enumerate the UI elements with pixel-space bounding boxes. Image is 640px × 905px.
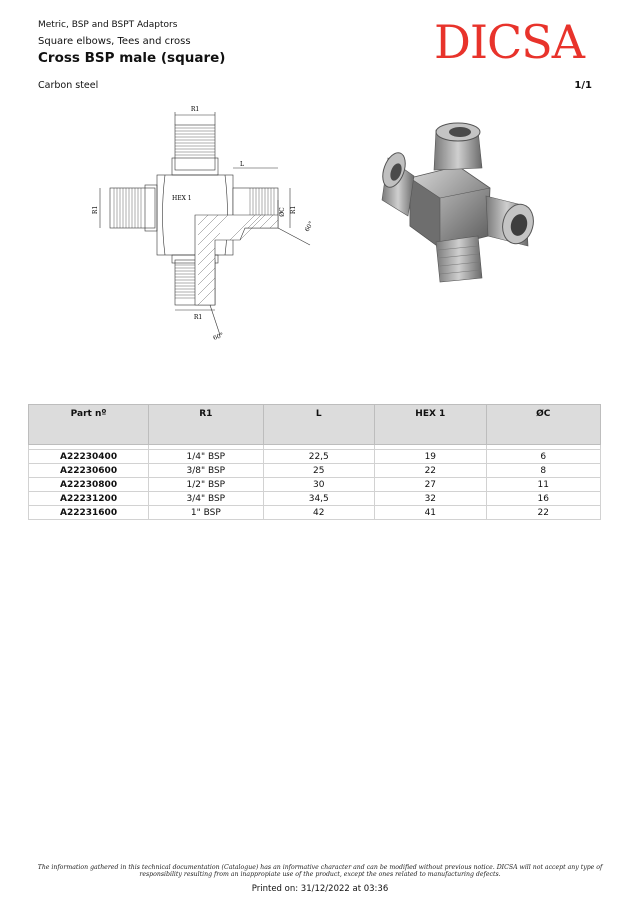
table-row bbox=[29, 492, 601, 506]
cell-l: 22,5 bbox=[263, 450, 375, 464]
page-title: Cross BSP male (square) bbox=[38, 50, 226, 66]
table-row bbox=[29, 464, 601, 478]
dim-r1-left: R1 bbox=[92, 205, 99, 215]
dim-l: L bbox=[240, 161, 244, 168]
page-number: 1/1 bbox=[574, 80, 592, 91]
cell-r1: 3/8" BSP bbox=[149, 464, 263, 478]
logo-text: DICSA bbox=[434, 16, 584, 66]
material-label: Carbon steel bbox=[38, 80, 99, 91]
cell-hex1: 41 bbox=[375, 506, 487, 520]
cell-oc: 6 bbox=[486, 450, 600, 464]
parts-table bbox=[28, 404, 601, 520]
cell-l: 34,5 bbox=[263, 492, 375, 506]
header-line-1: Metric, BSP and BSPT Adaptors bbox=[38, 20, 178, 30]
cell-part-no: A22230600 bbox=[29, 464, 149, 478]
cell-r1: 1" BSP bbox=[149, 506, 263, 520]
angle-bottom: 60° bbox=[212, 331, 225, 342]
cell-r1: 3/4" BSP bbox=[149, 492, 263, 506]
disclaimer-text: The information gathered in this technical documentation (Catalogue) has an informative character and can be modified without previous notice. DICSA will not accept any type of responsibility resulting from an inappropiate use of the product, except the ones related to manufacturing defects. bbox=[37, 864, 603, 878]
cell-oc: 22 bbox=[486, 506, 600, 520]
cell-oc: 8 bbox=[486, 464, 600, 478]
printed-date: Printed on: 31/12/2022 at 03:36 bbox=[251, 884, 389, 894]
cell-l: 25 bbox=[263, 464, 375, 478]
table-header-row bbox=[29, 405, 601, 445]
cell-hex1: 22 bbox=[375, 464, 487, 478]
col-header-oc: ØC bbox=[486, 405, 600, 445]
cell-l: 42 bbox=[263, 506, 375, 520]
cell-hex1: 32 bbox=[375, 492, 487, 506]
product-render bbox=[378, 118, 538, 288]
cell-part-no: A22231600 bbox=[29, 506, 149, 520]
cell-r1: 1/4" BSP bbox=[149, 450, 263, 464]
col-header-hex1: HEX 1 bbox=[375, 405, 487, 445]
table-row bbox=[29, 506, 601, 520]
angle-right: 60° bbox=[303, 220, 316, 233]
cell-oc: 16 bbox=[486, 492, 600, 506]
col-header-l: L bbox=[263, 405, 375, 445]
technical-drawing bbox=[90, 100, 330, 350]
cell-l: 30 bbox=[263, 478, 375, 492]
dim-r1-right: R1 bbox=[290, 205, 297, 215]
dicsa-logo bbox=[418, 16, 600, 66]
cell-part-no: A22231200 bbox=[29, 492, 149, 506]
cell-hex1: 19 bbox=[375, 450, 487, 464]
hex-label: HEX 1 bbox=[172, 195, 192, 202]
col-header-r1: R1 bbox=[149, 405, 263, 445]
cell-oc: 11 bbox=[486, 478, 600, 492]
table-row bbox=[29, 478, 601, 492]
table-row bbox=[29, 450, 601, 464]
cell-part-no: A22230400 bbox=[29, 450, 149, 464]
dim-r1-top: R1 bbox=[190, 106, 200, 113]
cell-r1: 1/2" BSP bbox=[149, 478, 263, 492]
col-header-part-no: Part nº bbox=[29, 405, 149, 445]
cell-hex1: 27 bbox=[375, 478, 487, 492]
header-line-2: Square elbows, Tees and cross bbox=[38, 36, 191, 47]
dim-r1-bottom: R1 bbox=[193, 314, 203, 321]
dim-oc: ØC bbox=[279, 207, 286, 217]
cell-part-no: A22230800 bbox=[29, 478, 149, 492]
